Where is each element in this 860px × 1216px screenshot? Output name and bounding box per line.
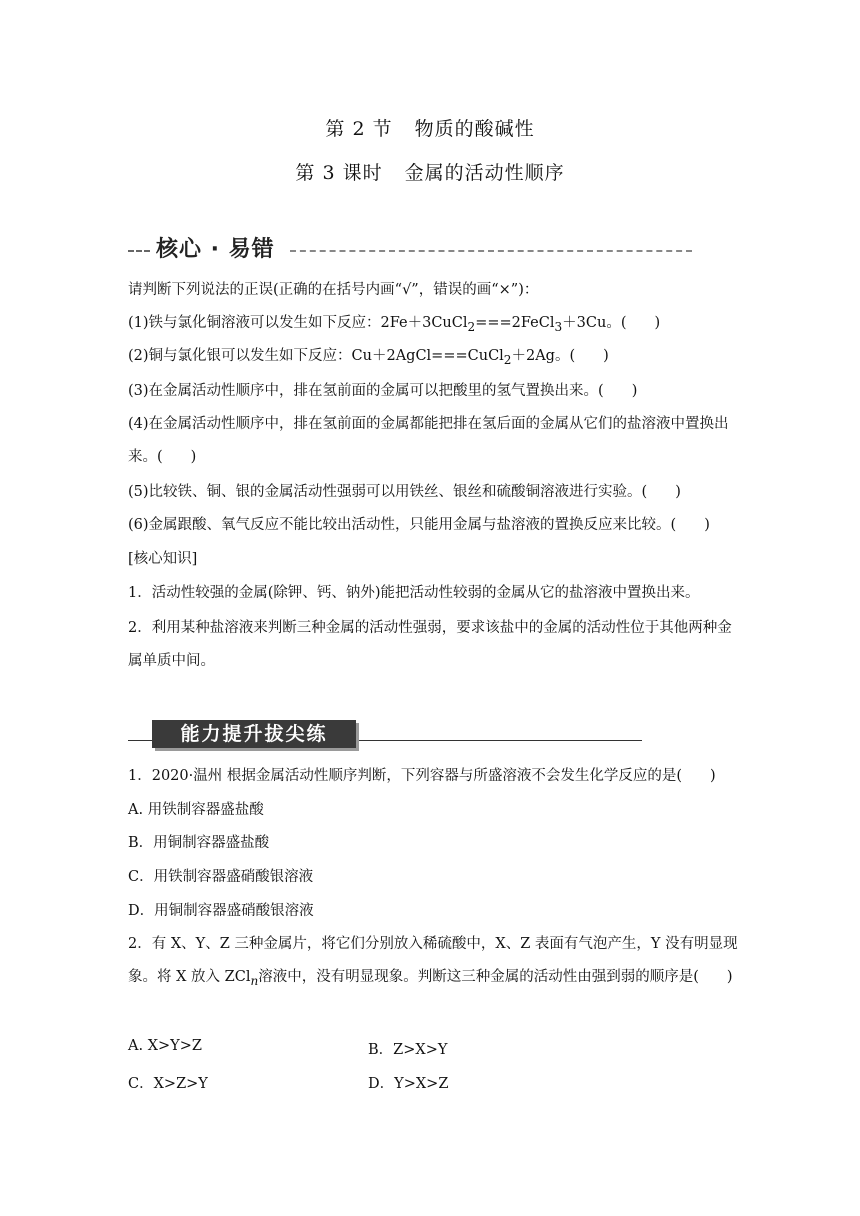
core-errors-label: 核心 · 易错	[156, 237, 275, 262]
ability-banner: 能力提升拔尖练	[152, 720, 356, 748]
q1-option-c: C．用铁制容器盛硝酸银溶液	[128, 869, 314, 885]
q2-option-b: B．Z>X>Y	[368, 1042, 448, 1058]
core-errors-header	[128, 232, 692, 268]
statement-1: (1)铁与氯化铜溶液可以发生如下反应：2Fe＋3CuCl$_2$===2FeCl$_3$＋3Cu。( )	[128, 315, 661, 334]
instruction: 请判断下列说法的正误(正确的在括号内画“√”，错误的画“×”)：	[128, 282, 539, 298]
core-knowledge-label: [核心知识]	[128, 551, 198, 567]
statement-2: (2)铜与氯化银可以发生如下反应：Cu＋2AgCl===CuCl$_2$＋2Ag。( )	[128, 348, 609, 367]
question-2-stem: 2．有 X、Y、Z 三种金属片，将它们分别放入稀硫酸中，X、Z 表面有气泡产生，Y 没有明显现象。将 X 放入 ZCl$_n$溶液中，没有明显现象。判断这三种金属的活动性由强到弱的顺序是( )	[128, 936, 738, 988]
q2-option-d: D．Y>X>Z	[368, 1076, 449, 1092]
question-1-stem: 1．2020·温州 根据金属活动性顺序判断，下列容器与所盛溶液不会发生化学反应的是( )	[128, 768, 716, 784]
q1-option-a: A. 用铁制容器盛盐酸	[128, 802, 264, 818]
statement-6: (6)金属跟酸、氧气反应不能比较出活动性，只能用金属与盐溶液的置换反应来比较。( )	[128, 517, 710, 533]
statement-5: (5)比较铁、铜、银的金属活动性强弱可以用铁丝、银丝和硫酸铜溶液进行实验。( )	[128, 484, 681, 500]
knowledge-2: 2．利用某种盐溶液来判断三种金属的活动性强弱，要求该盐中的金属的活动性位于其他两种金属单质中间。	[128, 620, 732, 669]
statement-4: (4)在金属活动性顺序中，排在氢前面的金属都能把排在氢后面的金属从它们的盐溶液中置换出来。( )	[128, 416, 729, 465]
section-title: 第 2 节 物质的酸碱性	[325, 118, 535, 140]
q2-option-a: A. X>Y>Z	[128, 1038, 202, 1054]
statement-3: (3)在金属活动性顺序中，排在氢前面的金属可以把酸里的氢气置换出来。( )	[128, 383, 638, 399]
q2-option-c: C．X>Z>Y	[128, 1076, 208, 1092]
q1-option-b: B．用铜制容器盛盐酸	[128, 835, 270, 851]
dashed-rule-left	[128, 250, 150, 252]
knowledge-1: 1．活动性较强的金属(除钾、钙、钠外)能把活动性较弱的金属从它的盐溶液中置换出来。	[128, 585, 700, 601]
dashed-rule-right	[290, 250, 692, 252]
q1-option-d: D．用铜制容器盛硝酸银溶液	[128, 903, 314, 919]
ability-header	[128, 720, 642, 754]
lesson-title: 第 3 课时 金属的活动性顺序	[295, 162, 565, 184]
